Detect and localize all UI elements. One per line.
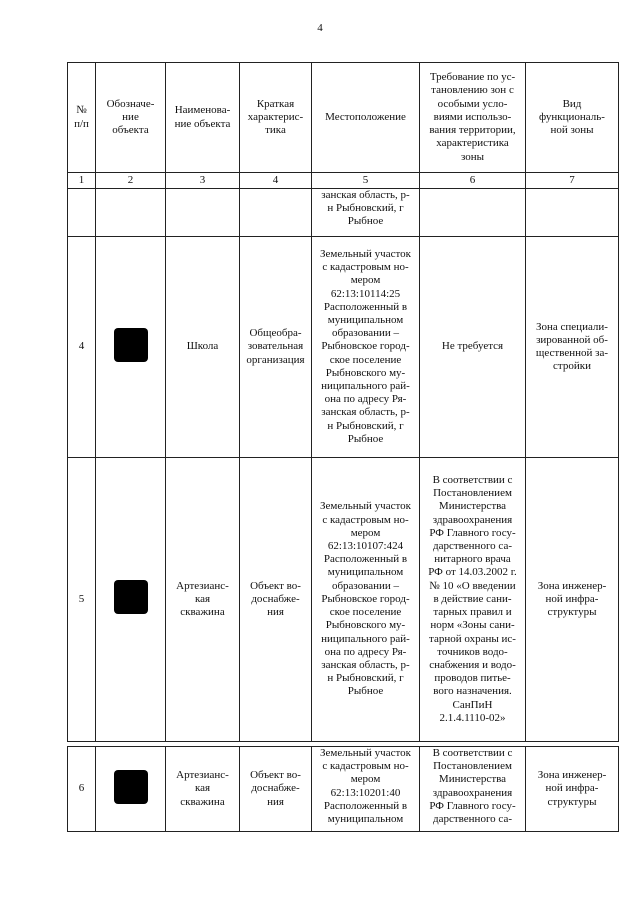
table-row [68,747,619,832]
object-characteristic: Общеобра- зовательная организация [240,237,312,458]
object-location: Земельный участок с кадастровым но- мером 62:13:10107:424 Расположенный в муниципальном образовании – Рыбновское город- ское поселение Рыбновского му- ниципального рай- она по адресу Ря- занская область, р- н Рыбновский, г Рыбное [312,458,420,742]
row-num: 4 [68,237,96,458]
header-requirement: Требование по ус- тановлению зон с особыми усло- виями использо- вания территории, характеристика зоны [420,63,526,173]
column-number: 4 [240,173,312,189]
zone-requirement: В соответствии с Постановлением Министерства здравоохранения РФ Главного госу- дарственного са- [420,747,526,832]
black-square-icon [114,770,148,804]
row-num: 5 [68,458,96,742]
functional-zone: Зона инженер- ной инфра- структуры [526,747,619,832]
column-number: 6 [420,173,526,189]
column-number: 5 [312,173,420,189]
row-num: 6 [68,747,96,832]
zone-requirement: В соответствии с Постановлением Министерства здравоохранения РФ Главного госу- дарственного са- нитарного врача РФ от 14.03.2002 г. № 10 «О введении в действие сани- тарных правил и норм «Зоны сани- тарной охраны ис- точников водо- снабжения и водо- проводов питье- вого назначения. СанПиН 2.1.4.1110-02» [420,458,526,742]
column-number: 1 [68,173,96,189]
object-characteristic: Объект во- доснабже- ния [240,747,312,832]
object-symbol [96,237,166,458]
table-row [68,237,619,458]
zone-requirement: Не требуется [420,237,526,458]
object-characteristic: Объект во- доснабже- ния [240,458,312,742]
objects-table [67,62,619,832]
object-symbol [96,747,166,832]
continuation-row [68,189,619,237]
object-name: Школа [166,237,240,458]
header-name: Наименова- ние объекта [166,63,240,173]
header-row [68,63,619,173]
black-square-icon [114,580,148,614]
object-name: Артезианс- кая скважина [166,747,240,832]
column-numbers-row [68,173,619,189]
functional-zone: Зона инженер- ной инфра- структуры [526,458,619,742]
column-number: 7 [526,173,619,189]
object-location: Земельный участок с кадастровым но- мером 62:13:10114:25 Расположенный в муниципальном образовании – Рыбновское город- ское поселение Рыбновского му- ниципального рай- она по адресу Ря- занская область, р- н Рыбновский, г Рыбное [312,237,420,458]
object-symbol [96,458,166,742]
continuation-location: занская область, р- н Рыбновский, г Рыбное [312,189,420,237]
header-num: № п/п [68,63,96,173]
black-square-icon [114,328,148,362]
header-characteristic: Краткая характерис- тика [240,63,312,173]
page-number: 4 [317,22,323,34]
object-location: Земельный участок с кадастровым но- мером 62:13:10201:40 Расположенный в муниципальном [312,747,420,832]
column-number: 2 [96,173,166,189]
object-name: Артезианс- кая скважина [166,458,240,742]
table-row [68,458,619,742]
header-designation: Обозначе- ние объекта [96,63,166,173]
header-zone: Вид функциональ- ной зоны [526,63,619,173]
functional-zone: Зона специали- зированной об- щественной за- стройки [526,237,619,458]
header-location: Местоположение [312,63,420,173]
column-number: 3 [166,173,240,189]
